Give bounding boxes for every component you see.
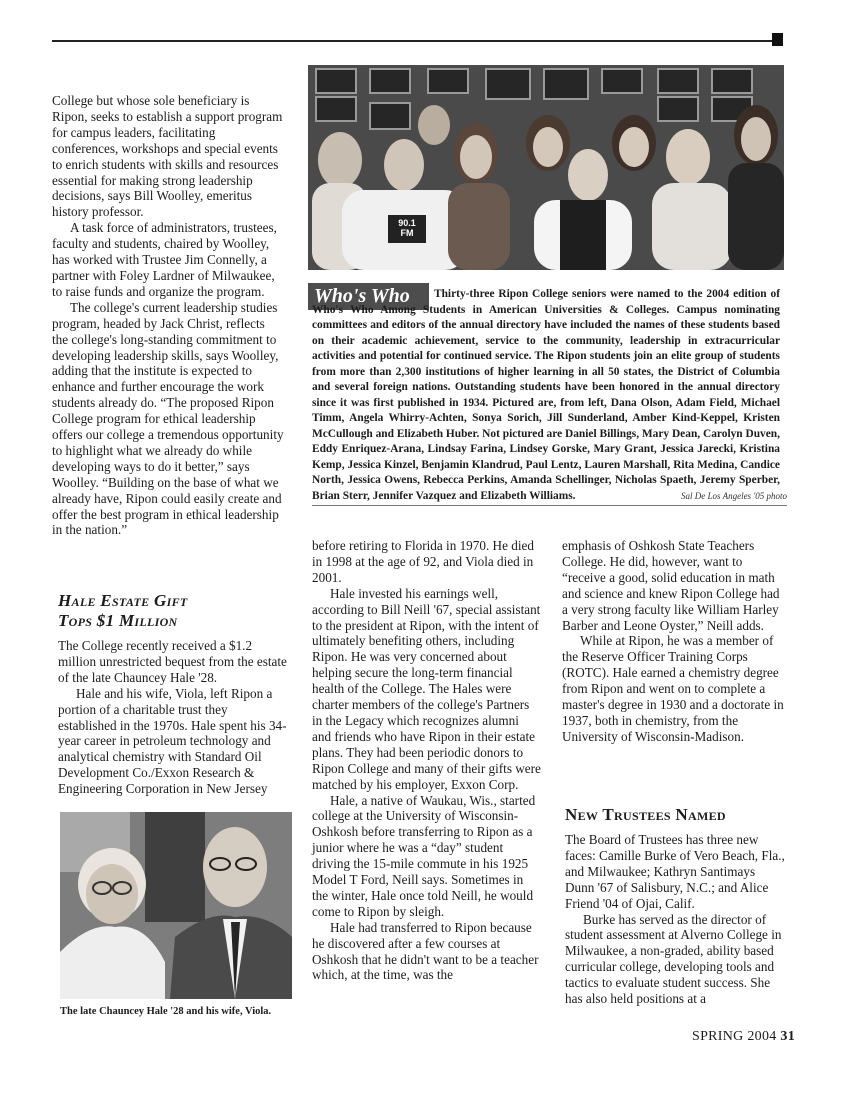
page-number: 31 bbox=[780, 1029, 795, 1044]
top-rule bbox=[52, 40, 774, 42]
paragraph: Hale and his wife, Viola, left Ripon a portion of a charitable trust they established in the 1970s. Hale spent his 34-year career in petroleum technology and analytical chemistry with Standard Oil Development Co./Exxon Research & Engineering Corporation in New Jersey bbox=[58, 685, 287, 797]
top-rule-cap bbox=[772, 33, 783, 46]
paragraph: The Board of Trustees has three new faces: Camille Burke of Vero Beach, Fla., and Milwaukee; Kathryn Santimays Dunn '67 of Salisbury, N.C.; and Alice Friend '04 of Ojai, Calif. bbox=[565, 832, 785, 911]
hale-photo-caption: The late Chauncey Hale '28 and his wife, Viola. bbox=[60, 1006, 272, 1017]
paragraph: emphasis of Oshkosh State Teachers College. He did, however, want to “receive a good, solid education in math and science and knew Ripon College had a very strong faculty like William Harley Barber and Leone Oyster,” Neill adds. bbox=[562, 538, 780, 633]
whoswho-caption-text: Thirty-three Ripon College seniors were named to the 2004 edition of Who's Who Among Students in American Universities & Colleges. Campus nominating committees and editors of the annual directory have included the names of these students based on their academic achievement, service to the community, leadership in extracurricular activities and potential for continued service. The Ripon students join an elite group of students from more than 2,300 institutions of higher learning in all 50 states, the District of Columbia and several foreign nations. Outstanding students have been honored in the annual directory since it was first published in 1934. Pictured are, from left, Dana Olson, Adam Field, Michael Timm, Angela Whirry-Achten, Sonya Sorich, Jill Sunderland, Amber Kind-Keppel, Kristen McCullough and Elizabeth Huber. Not pictured are Daniel Billings, Mary Dean, Carolyn Duven, Eddy Enriquez-Arana, Lindsay Farina, Lindsey Gorske, Mary Grant, Jessica Jarecki, Kristina Kemp, Jessica Kinzel, Benjamin Klandrud, Paul Lentz, Lauren Marshall, Rita Medina, Candice North, Jessica Owens, Rebecca Perkins, Amanda Schellinger, Nicholas Spaeth, Jeremy Sperber, Brian Sterr, Jennifer Vazquez and Elizabeth Williams. bbox=[312, 288, 780, 502]
hale-article-start bbox=[58, 638, 288, 797]
paragraph: The College recently received a $1.2 million unrestricted bequest from the estate of the late Chauncey Hale '28. bbox=[58, 638, 287, 685]
whoswho-label: Who's Who bbox=[308, 283, 429, 310]
column-1-text bbox=[52, 93, 284, 538]
whoswho-group-photo bbox=[308, 65, 784, 270]
hale-couple-photo bbox=[60, 812, 292, 999]
whoswho-group-photo-art bbox=[308, 65, 784, 270]
paragraph: before retiring to Florida in 1970. He died in 1998 at the age of 92, and Viola died in 2001. bbox=[312, 538, 534, 585]
column-2-text bbox=[312, 538, 541, 983]
hale-couple-photo-art bbox=[60, 812, 292, 999]
column-3-text bbox=[562, 538, 786, 745]
paragraph: Hale, a native of Waukau, Wis., started college at the University of Wisconsin-Oshkosh before transferring to Ripon as a junior where he was a “day” student driving the 15-mile commute in his 1925 Model T Ford, Neill says. Sometimes in the winter, Hale once told Neill, he would come to Ripon by sleigh. bbox=[312, 792, 536, 919]
credit-rule bbox=[312, 505, 787, 506]
hale-heading-line2: Tops $1 Million bbox=[58, 611, 178, 630]
page-folio bbox=[680, 1029, 795, 1045]
hale-heading-line1: Hale Estate Gift bbox=[58, 591, 188, 610]
hale-heading bbox=[58, 591, 288, 631]
photo-credit: Sal De Los Angeles '05 photo bbox=[680, 491, 787, 501]
paragraph: The college's current leadership studies program, headed by Jack Christ, reflects the college's long-standing commitment to developing leadership skills, says Woolley, adding that the institute is expected to enhance and further encourage the work students already do. “The proposed Ripon College program for ethical leadership offers our college a tremendous opportunity to highlight what we already do while developing ways to do it better,” says Woolley. “Building on the base of what we already have, Ripon could easily create and offer the best program in ethical leadership in the nation.” bbox=[52, 299, 284, 538]
paragraph: Hale had transferred to Ripon because he discovered after a few courses at Oshkosh that he didn't want to be a teacher which, at the time, was the bbox=[312, 919, 539, 983]
whoswho-caption bbox=[312, 287, 780, 504]
paragraph: College but whose sole beneficiary is Ripon, seeks to establish a support program for campus leaders, facilitating conferences, workshops and special events to enrich students with skills and resources essential for making strong leadership decisions, says Bill Woolley, emeritus history professor. bbox=[52, 93, 283, 220]
trustees-heading: New Trustees Named bbox=[565, 805, 726, 824]
trustees-article bbox=[565, 832, 787, 1007]
paragraph: Burke has served as the director of student assessment at Alverno College in Milwaukee, a non-graded, ability based curricular college, developing tools and tactics to evaluate student success. She has also held positions at a bbox=[565, 911, 782, 1007]
paragraph: Hale invested his earnings well, according to Bill Neill '67, special assistant to the president at Ripon, with the intent of ultimately benefiting others, including Ripon. He was very concerned about helping secure the long-term financial health of the College. The Hales were charter members of the college's Partners in the Legacy which recognizes alumni and friends who have Ripon in their estate plans. They had been periodic donors to Ripon College and many of their gifts were matched by his employer, Exxon Corp. bbox=[312, 585, 541, 792]
shirt-logo: 90.1 FM bbox=[398, 218, 416, 238]
paragraph: A task force of administrators, trustees, faculty and students, chaired by Woolley, has worked with Trustee Jim Connelly, a partner with Foley Lardner of Milwaukee, to raise funds and organize the program. bbox=[52, 220, 277, 299]
issue-name: SPRING 2004 bbox=[691, 1029, 777, 1044]
paragraph: While at Ripon, he was a member of the Reserve Officer Training Corps (ROTC). Hale earned a chemistry degree from Ripon and went on to complete a master's degree in 1930 and a doctorate in 1937, both in chemistry, from the University of Wisconsin-Madison. bbox=[562, 633, 784, 744]
